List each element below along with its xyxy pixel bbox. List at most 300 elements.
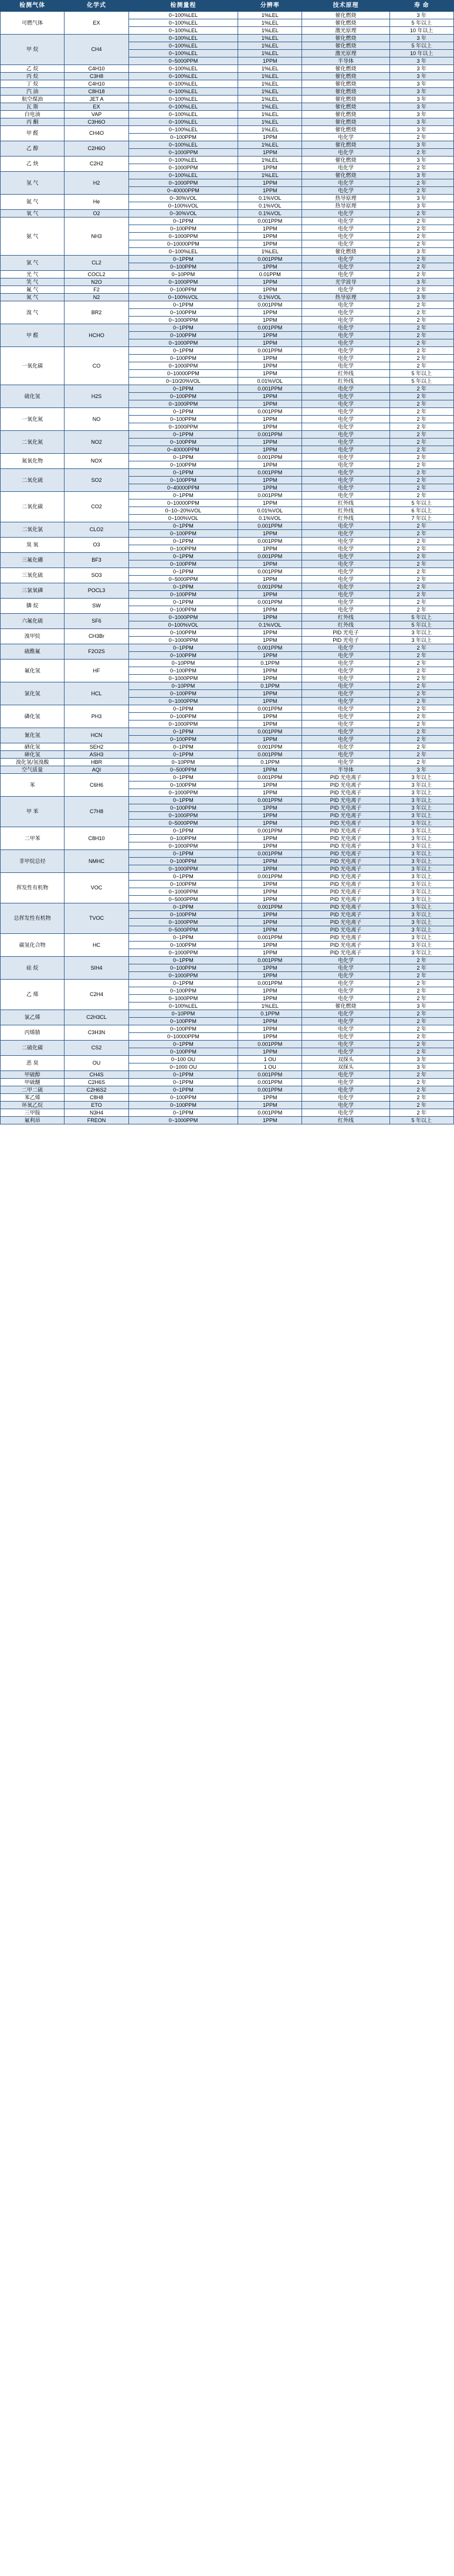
cell-resolution: 0.001PPM bbox=[238, 644, 302, 652]
cell-resolution: 1PPM bbox=[238, 926, 302, 934]
cell-resolution: 1PPM bbox=[238, 416, 302, 423]
cell-life: 2 年 bbox=[389, 644, 453, 652]
table-row bbox=[1, 850, 454, 858]
cell-formula: C3H3N bbox=[65, 1025, 128, 1041]
cell-life: 3 年以上 bbox=[389, 903, 453, 911]
table-row bbox=[1, 324, 454, 332]
cell-resolution: 1PPM bbox=[238, 675, 302, 682]
cell-life: 2 年 bbox=[389, 964, 453, 972]
cell-life: 2 年 bbox=[389, 698, 453, 705]
table-row bbox=[1, 88, 454, 96]
cell-range: 0~100%VOL bbox=[128, 202, 238, 210]
table-row bbox=[1, 774, 454, 781]
cell-resolution: 1PPM bbox=[238, 987, 302, 995]
cell-resolution: 1PPM bbox=[238, 721, 302, 728]
cell-gas-name: 三氧化硫 bbox=[1, 568, 65, 583]
cell-range: 0~1PPM bbox=[128, 599, 238, 606]
cell-range: 0~100%LEL bbox=[128, 96, 238, 103]
cell-resolution: 0.001PPM bbox=[238, 431, 302, 439]
cell-range: 0~1000PPM bbox=[128, 949, 238, 957]
table-row bbox=[1, 751, 454, 759]
cell-range: 0~100%LEL bbox=[128, 42, 238, 50]
cell-range: 0~1PPM bbox=[128, 256, 238, 263]
cell-range: 0~40000PPM bbox=[128, 446, 238, 454]
cell-technology: 催化燃烧 bbox=[302, 88, 389, 96]
cell-gas-name: 二甲二硫 bbox=[1, 1086, 65, 1094]
cell-life: 2 年 bbox=[389, 957, 453, 964]
cell-range: 0~1PPM bbox=[128, 469, 238, 477]
cell-life: 10 年以上 bbox=[389, 27, 453, 35]
cell-range: 0~1PPM bbox=[128, 850, 238, 858]
cell-range: 0~1PPM bbox=[128, 644, 238, 652]
cell-life: 2 年 bbox=[389, 317, 453, 324]
cell-formula: CH4 bbox=[65, 35, 128, 65]
cell-life: 2 年 bbox=[389, 484, 453, 492]
table-row bbox=[1, 65, 454, 73]
cell-range: 0~100PPM bbox=[128, 690, 238, 698]
cell-life: 3 年以上 bbox=[389, 774, 453, 781]
cell-resolution: 0.001PPM bbox=[238, 873, 302, 881]
cell-resolution: 1 OU bbox=[238, 1063, 302, 1071]
cell-resolution: 1PPM bbox=[238, 964, 302, 972]
cell-range: 0~100PPM bbox=[128, 652, 238, 660]
cell-technology: 电化学 bbox=[302, 446, 389, 454]
cell-range: 0~100PPM bbox=[128, 804, 238, 812]
cell-range: 0~1000PPM bbox=[128, 362, 238, 370]
cell-resolution: 0.001PPM bbox=[238, 568, 302, 576]
cell-formula: BR2 bbox=[65, 301, 128, 324]
cell-resolution: 1%LEL bbox=[238, 50, 302, 57]
cell-technology: PID 光电离子 bbox=[302, 888, 389, 896]
cell-technology: PID 光电离子 bbox=[302, 858, 389, 865]
cell-life: 2 年 bbox=[389, 469, 453, 477]
cell-resolution: 0.1%VOL bbox=[238, 202, 302, 210]
cell-technology: 电化学 bbox=[302, 721, 389, 728]
cell-life: 3 年 bbox=[389, 80, 453, 88]
cell-life: 2 年 bbox=[389, 1094, 453, 1102]
cell-technology: PID 光电离子 bbox=[302, 873, 389, 881]
cell-range: 0~100%LEL bbox=[128, 35, 238, 42]
cell-life: 2 年 bbox=[389, 675, 453, 682]
cell-range: 0~1PPM bbox=[128, 1071, 238, 1079]
cell-formula: ASH3 bbox=[65, 751, 128, 759]
cell-formula: VOC bbox=[65, 873, 128, 903]
header-range: 检测量程 bbox=[128, 1, 238, 12]
cell-resolution: 1PPM bbox=[238, 949, 302, 957]
cell-range: 0~1000PPM bbox=[128, 149, 238, 157]
cell-technology: 电化学 bbox=[302, 599, 389, 606]
cell-resolution: 1PPM bbox=[238, 484, 302, 492]
cell-resolution: 1PPM bbox=[238, 865, 302, 873]
cell-technology: 电化学 bbox=[302, 1109, 389, 1117]
cell-technology: 电化学 bbox=[302, 263, 389, 271]
cell-formula: HBR bbox=[65, 759, 128, 766]
cell-technology: 电化学 bbox=[302, 957, 389, 964]
cell-range: 0~10PPM bbox=[128, 759, 238, 766]
cell-gas-name: 汽 油 bbox=[1, 88, 65, 96]
cell-range: 0~100PPM bbox=[128, 355, 238, 362]
cell-resolution: 1PPM bbox=[238, 781, 302, 789]
cell-technology: 红外线 bbox=[302, 621, 389, 629]
cell-range: 0~10000PPM bbox=[128, 370, 238, 378]
cell-technology: PID 光电离子 bbox=[302, 804, 389, 812]
cell-resolution: 1PPM bbox=[238, 1048, 302, 1056]
table-row bbox=[1, 583, 454, 591]
cell-gas-name: 二硫化碳 bbox=[1, 1041, 65, 1056]
cell-life: 2 年 bbox=[389, 606, 453, 614]
cell-life: 5 年以上 bbox=[389, 42, 453, 50]
cell-gas-name: 氰化氢 bbox=[1, 728, 65, 743]
cell-formula: He bbox=[65, 195, 128, 210]
cell-resolution: 1PPM bbox=[238, 881, 302, 888]
table-row bbox=[1, 1071, 454, 1079]
cell-life: 3 年 bbox=[389, 88, 453, 96]
cell-range: 0~100%LEL bbox=[128, 50, 238, 57]
cell-resolution: 1PPM bbox=[238, 332, 302, 339]
cell-gas-name: 乙 烯 bbox=[1, 980, 65, 1010]
table-row bbox=[1, 286, 454, 294]
cell-technology: 电化学 bbox=[302, 1010, 389, 1018]
cell-gas-name: 白电油 bbox=[1, 111, 65, 118]
cell-range: 0~100PPM bbox=[128, 286, 238, 294]
cell-resolution: 0.001PPM bbox=[238, 1086, 302, 1094]
table-row bbox=[1, 96, 454, 103]
cell-life: 3 年 bbox=[389, 195, 453, 202]
cell-formula: CLO2 bbox=[65, 522, 128, 538]
cell-resolution: 0.1%VOL bbox=[238, 210, 302, 218]
cell-range: 0~1PPM bbox=[128, 492, 238, 499]
cell-resolution: 1PPM bbox=[238, 339, 302, 347]
cell-resolution: 1%LEL bbox=[238, 27, 302, 35]
cell-resolution: 1%LEL bbox=[238, 103, 302, 111]
cell-formula: NOX bbox=[65, 454, 128, 469]
cell-gas-name: 二氧化硫 bbox=[1, 469, 65, 492]
cell-life: 2 年 bbox=[389, 347, 453, 355]
cell-life: 2 年 bbox=[389, 530, 453, 538]
cell-life: 2 年 bbox=[389, 1109, 453, 1117]
cell-life: 3 年 bbox=[389, 126, 453, 134]
cell-range: 0~10/20%VOL bbox=[128, 378, 238, 385]
cell-range: 0~1PPM bbox=[128, 751, 238, 759]
cell-range: 0~1000PPM bbox=[128, 339, 238, 347]
cell-range: 0~100%LEL bbox=[128, 157, 238, 164]
cell-range: 0~1PPM bbox=[128, 583, 238, 591]
cell-range: 0~10PPM bbox=[128, 1010, 238, 1018]
cell-range: 0~1PPM bbox=[128, 431, 238, 439]
cell-technology: PID 光电离子 bbox=[302, 789, 389, 797]
cell-technology: 电化学 bbox=[302, 317, 389, 324]
header-formula: 化学式 bbox=[65, 1, 128, 12]
cell-technology: PID 光电离子 bbox=[302, 865, 389, 873]
cell-gas-name: 三氟化硼 bbox=[1, 553, 65, 568]
cell-gas-name: 硫化氢 bbox=[1, 385, 65, 408]
cell-range: 0~100 OU bbox=[128, 1056, 238, 1063]
cell-technology: 红外线 bbox=[302, 499, 389, 507]
cell-range: 0~100PPM bbox=[128, 591, 238, 599]
cell-range: 0~1000PPM bbox=[128, 278, 238, 286]
cell-range: 0~40000PPM bbox=[128, 187, 238, 195]
cell-resolution: 0.001PPM bbox=[238, 728, 302, 736]
spec-table bbox=[0, 0, 454, 1124]
cell-resolution: 0.001PPM bbox=[238, 301, 302, 309]
cell-range: 0~100PPM bbox=[128, 942, 238, 949]
cell-life: 2 年 bbox=[389, 1071, 453, 1079]
cell-resolution: 1%LEL bbox=[238, 80, 302, 88]
cell-range: 0~100PPM bbox=[128, 416, 238, 423]
cell-range: 0~100PPM bbox=[128, 225, 238, 233]
cell-resolution: 1PPM bbox=[238, 629, 302, 637]
table-row bbox=[1, 1094, 454, 1102]
cell-technology: 双探头 bbox=[302, 1063, 389, 1071]
cell-range: 0~500PPM bbox=[128, 766, 238, 774]
table-row bbox=[1, 682, 454, 690]
cell-gas-name: 航空煤油 bbox=[1, 96, 65, 103]
cell-formula: CL2 bbox=[65, 256, 128, 271]
cell-life: 3 年 bbox=[389, 248, 453, 256]
table-row bbox=[1, 903, 454, 911]
cell-resolution: 1PPM bbox=[238, 225, 302, 233]
cell-technology: 电化学 bbox=[302, 332, 389, 339]
cell-technology: 电化学 bbox=[302, 439, 389, 446]
table-row bbox=[1, 614, 454, 621]
cell-technology: 催化燃烧 bbox=[302, 157, 389, 164]
cell-formula: CO bbox=[65, 347, 128, 385]
cell-resolution: 0.1%VOL bbox=[238, 621, 302, 629]
cell-technology: 半导体 bbox=[302, 766, 389, 774]
cell-technology: PID 光电离子 bbox=[302, 842, 389, 850]
cell-technology: 电化学 bbox=[302, 271, 389, 278]
cell-range: 0~100PPM bbox=[128, 530, 238, 538]
cell-technology: 电化学 bbox=[302, 1018, 389, 1025]
cell-life: 2 年 bbox=[389, 134, 453, 141]
table-row bbox=[1, 469, 454, 477]
cell-formula: C7H8 bbox=[65, 797, 128, 827]
table-header-row bbox=[1, 1, 454, 12]
cell-life: 2 年 bbox=[389, 690, 453, 698]
cell-formula: TVOC bbox=[65, 903, 128, 934]
cell-life: 2 年 bbox=[389, 477, 453, 484]
cell-resolution: 0.001PPM bbox=[238, 774, 302, 781]
cell-life: 3 年以上 bbox=[389, 804, 453, 812]
cell-range: 0~1000PPM bbox=[128, 317, 238, 324]
cell-life: 2 年 bbox=[389, 446, 453, 454]
cell-life: 7 年以上 bbox=[389, 515, 453, 522]
cell-technology: 催化燃烧 bbox=[302, 80, 389, 88]
cell-technology: 电化学 bbox=[302, 1033, 389, 1041]
cell-resolution: 1PPM bbox=[238, 461, 302, 469]
cell-life: 2 年 bbox=[389, 332, 453, 339]
cell-technology: 红外线 bbox=[302, 1117, 389, 1124]
cell-technology: PID 光电离子 bbox=[302, 919, 389, 926]
cell-formula: F2 bbox=[65, 286, 128, 294]
cell-range: 0~5000PPM bbox=[128, 926, 238, 934]
cell-range: 0~100%LEL bbox=[128, 12, 238, 19]
cell-technology: 红外线 bbox=[302, 515, 389, 522]
cell-range: 0~100%LEL bbox=[128, 19, 238, 27]
cell-technology: 双探头 bbox=[302, 1056, 389, 1063]
cell-formula: C3H8 bbox=[65, 73, 128, 80]
cell-life: 2 年 bbox=[389, 355, 453, 362]
cell-technology: PID 光电离子 bbox=[302, 774, 389, 781]
table-row bbox=[1, 118, 454, 126]
cell-resolution: 1PPM bbox=[238, 1094, 302, 1102]
table-row bbox=[1, 12, 454, 19]
cell-life: 2 年 bbox=[389, 400, 453, 408]
cell-range: 0~5000PPM bbox=[128, 57, 238, 65]
cell-technology: PID 光电离子 bbox=[302, 812, 389, 820]
cell-technology: PID 光电子 bbox=[302, 629, 389, 637]
table-row bbox=[1, 1025, 454, 1033]
cell-gas-name: 恶 臭 bbox=[1, 1056, 65, 1071]
cell-formula: N3H4 bbox=[65, 1109, 128, 1117]
cell-resolution: 1PPM bbox=[238, 1033, 302, 1041]
table-row bbox=[1, 1010, 454, 1018]
cell-life: 2 年 bbox=[389, 751, 453, 759]
cell-life: 3 年以上 bbox=[389, 781, 453, 789]
cell-range: 0~1PPM bbox=[128, 538, 238, 545]
cell-technology: 电化学 bbox=[302, 530, 389, 538]
cell-life: 3 年以上 bbox=[389, 873, 453, 881]
cell-gas-name: 氨 气 bbox=[1, 218, 65, 256]
cell-technology: 电化学 bbox=[302, 736, 389, 743]
cell-range: 0~1000PPM bbox=[128, 637, 238, 644]
cell-range: 0~40000PPM bbox=[128, 484, 238, 492]
cell-resolution: 1PPM bbox=[238, 164, 302, 172]
table-row bbox=[1, 111, 454, 118]
cell-technology: 电化学 bbox=[302, 164, 389, 172]
cell-resolution: 0.001PPM bbox=[238, 934, 302, 942]
cell-range: 0~1PPM bbox=[128, 934, 238, 942]
cell-gas-name: 挥发性有机物 bbox=[1, 873, 65, 903]
cell-gas-name: 甲 苯 bbox=[1, 797, 65, 827]
cell-technology: PID 光电离子 bbox=[302, 911, 389, 919]
cell-gas-name: 臭 氧 bbox=[1, 538, 65, 553]
cell-range: 0~1PPM bbox=[128, 568, 238, 576]
cell-technology: 电化学 bbox=[302, 477, 389, 484]
cell-range: 0~100PPM bbox=[128, 332, 238, 339]
cell-technology: 光学波导 bbox=[302, 278, 389, 286]
cell-resolution: 1%LEL bbox=[238, 88, 302, 96]
cell-technology: 电化学 bbox=[302, 431, 389, 439]
cell-technology: 电化学 bbox=[302, 1025, 389, 1033]
table-row bbox=[1, 827, 454, 835]
cell-gas-name: 溴甲烷 bbox=[1, 629, 65, 644]
cell-formula: H2S bbox=[65, 385, 128, 408]
cell-range: 0~100PPM bbox=[128, 393, 238, 400]
cell-technology: 红外线 bbox=[302, 507, 389, 515]
cell-gas-name: 乙 炔 bbox=[1, 157, 65, 172]
cell-technology: 电化学 bbox=[302, 461, 389, 469]
cell-formula: SF6 bbox=[65, 614, 128, 629]
cell-resolution: 0.1%VOL bbox=[238, 195, 302, 202]
cell-technology: 催化燃烧 bbox=[302, 141, 389, 149]
cell-technology: 电化学 bbox=[302, 309, 389, 317]
cell-technology: 电化学 bbox=[302, 987, 389, 995]
cell-resolution: 1PPM bbox=[238, 446, 302, 454]
cell-technology: 电化学 bbox=[302, 728, 389, 736]
cell-technology: 电化学 bbox=[302, 522, 389, 530]
table-row bbox=[1, 218, 454, 225]
cell-resolution: 1PPM bbox=[238, 439, 302, 446]
cell-formula: BF3 bbox=[65, 553, 128, 568]
cell-range: 0~10000PPM bbox=[128, 1033, 238, 1041]
cell-range: 0~100PPM bbox=[128, 477, 238, 484]
cell-range: 0~1PPM bbox=[128, 385, 238, 393]
table-row bbox=[1, 1056, 454, 1063]
table-row bbox=[1, 1102, 454, 1109]
cell-range: 0~1000 OU bbox=[128, 1063, 238, 1071]
cell-technology: 电化学 bbox=[302, 652, 389, 660]
cell-resolution: 1PPM bbox=[238, 690, 302, 698]
cell-resolution: 0.001PPM bbox=[238, 980, 302, 987]
cell-technology: PID 光电子 bbox=[302, 637, 389, 644]
cell-resolution: 1PPM bbox=[238, 187, 302, 195]
cell-life: 2 年 bbox=[389, 705, 453, 713]
cell-resolution: 0.001PPM bbox=[238, 385, 302, 393]
cell-gas-name: 氯 气 bbox=[1, 256, 65, 271]
cell-technology: 电化学 bbox=[302, 705, 389, 713]
cell-range: 0~100%LEL bbox=[128, 103, 238, 111]
cell-gas-name: 甲硫醇 bbox=[1, 1071, 65, 1079]
cell-life: 2 年 bbox=[389, 225, 453, 233]
cell-gas-name: 氦 气 bbox=[1, 195, 65, 210]
cell-life: 2 年 bbox=[389, 713, 453, 721]
cell-resolution: 1PPM bbox=[238, 614, 302, 621]
cell-life: 3 年 bbox=[389, 766, 453, 774]
cell-technology: 电化学 bbox=[302, 698, 389, 705]
cell-formula: C2H6O bbox=[65, 141, 128, 157]
cell-resolution: 1PPM bbox=[238, 477, 302, 484]
cell-technology: 电化学 bbox=[302, 286, 389, 294]
cell-technology: 电化学 bbox=[302, 576, 389, 583]
cell-resolution: 0.001PPM bbox=[238, 1109, 302, 1117]
cell-range: 0~1PPM bbox=[128, 774, 238, 781]
cell-resolution: 0.001PPM bbox=[238, 797, 302, 804]
cell-life: 3 年以上 bbox=[389, 865, 453, 873]
cell-resolution: 0.001PPM bbox=[238, 324, 302, 332]
cell-technology: 电化学 bbox=[302, 484, 389, 492]
cell-life: 2 年 bbox=[389, 385, 453, 393]
table-row bbox=[1, 629, 454, 637]
cell-range: 0~1000PPM bbox=[128, 789, 238, 797]
cell-range: 0~1000PPM bbox=[128, 675, 238, 682]
cell-resolution: 1PPM bbox=[238, 309, 302, 317]
cell-life: 5 年以上 bbox=[389, 19, 453, 27]
cell-gas-name: 溴化氢/氢溴酸 bbox=[1, 759, 65, 766]
cell-technology: 电化学 bbox=[302, 1048, 389, 1056]
cell-formula: H2 bbox=[65, 172, 128, 195]
cell-range: 0~100%LEL bbox=[128, 88, 238, 96]
cell-resolution: 1PPM bbox=[238, 713, 302, 721]
cell-resolution: 1PPM bbox=[238, 972, 302, 980]
cell-gas-name: 磷化氢 bbox=[1, 705, 65, 728]
cell-range: 0~1PPM bbox=[128, 454, 238, 461]
cell-resolution: 1PPM bbox=[238, 355, 302, 362]
cell-range: 0~5000PPM bbox=[128, 820, 238, 827]
cell-resolution: 1PPM bbox=[238, 400, 302, 408]
cell-resolution: 1PPM bbox=[238, 942, 302, 949]
cell-formula: C6H6 bbox=[65, 774, 128, 797]
table-row bbox=[1, 705, 454, 713]
cell-range: 0~100PPM bbox=[128, 736, 238, 743]
cell-life: 2 年 bbox=[389, 439, 453, 446]
cell-range: 0~5000PPM bbox=[128, 576, 238, 583]
cell-life: 2 年 bbox=[389, 667, 453, 675]
cell-resolution: 1PPM bbox=[238, 149, 302, 157]
cell-life: 2 年 bbox=[389, 408, 453, 416]
cell-range: 0~100%LEL bbox=[128, 126, 238, 134]
cell-range: 0~100PPM bbox=[128, 858, 238, 865]
